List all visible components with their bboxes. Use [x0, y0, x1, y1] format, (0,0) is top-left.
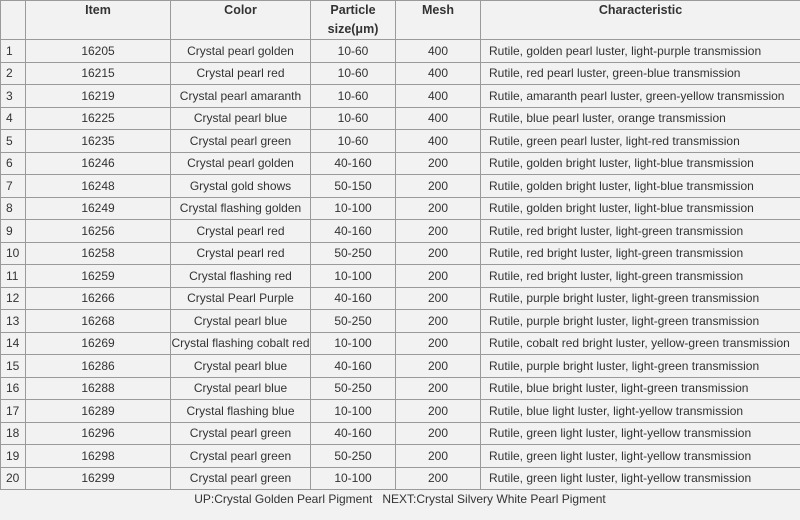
row-number: 15 [1, 355, 26, 378]
item-code: 16256 [26, 220, 171, 243]
item-code: 16266 [26, 287, 171, 310]
characteristic: Rutile, purple bright luster, light-green transmission [481, 287, 800, 310]
item-code: 16205 [26, 40, 171, 63]
color-name: Crystal pearl red [171, 242, 311, 265]
particle-size: 40-160 [311, 287, 396, 310]
item-code: 16249 [26, 197, 171, 220]
header-characteristic: Characteristic [481, 1, 800, 40]
item-code: 16246 [26, 152, 171, 175]
particle-size: 10-60 [311, 62, 396, 85]
table-row [1, 400, 800, 423]
color-name: Crystal pearl blue [171, 355, 311, 378]
particle-size: 10-100 [311, 197, 396, 220]
header-item: Item [26, 1, 171, 40]
color-name: Crystal pearl blue [171, 107, 311, 130]
item-code: 16286 [26, 355, 171, 378]
characteristic: Rutile, golden bright luster, light-blue transmission [481, 197, 800, 220]
header-number [1, 1, 26, 40]
item-code: 16235 [26, 130, 171, 153]
table-row [1, 107, 800, 130]
mesh-value: 200 [396, 287, 481, 310]
characteristic: Rutile, golden bright luster, light-blue transmission [481, 175, 800, 198]
characteristic: Rutile, amaranth pearl luster, green-yellow transmission [481, 85, 800, 108]
table-row [1, 242, 800, 265]
characteristic: Rutile, blue light luster, light-yellow transmission [481, 400, 800, 423]
row-number: 9 [1, 220, 26, 243]
row-number: 2 [1, 62, 26, 85]
item-code: 16289 [26, 400, 171, 423]
color-name: Crystal pearl golden [171, 152, 311, 175]
table-row [1, 220, 800, 243]
particle-size: 10-60 [311, 40, 396, 63]
mesh-value: 400 [396, 107, 481, 130]
row-number: 8 [1, 197, 26, 220]
row-number: 11 [1, 265, 26, 288]
characteristic: Rutile, blue pearl luster, orange transmission [481, 107, 800, 130]
color-name: Crystal flashing blue [171, 400, 311, 423]
particle-size: 40-160 [311, 355, 396, 378]
next-title: Crystal Silvery White Pearl Pigment [416, 492, 606, 506]
table-row [1, 175, 800, 198]
item-code: 16299 [26, 467, 171, 490]
mesh-value: 200 [396, 355, 481, 378]
characteristic: Rutile, red bright luster, light-green transmission [481, 242, 800, 265]
table-header-row [1, 1, 800, 40]
table-row [1, 332, 800, 355]
characteristic: Rutile, green light luster, light-yellow transmission [481, 422, 800, 445]
row-number: 13 [1, 310, 26, 333]
characteristic: Rutile, red bright luster, light-green transmission [481, 265, 800, 288]
particle-size: 50-250 [311, 445, 396, 468]
item-code: 16215 [26, 62, 171, 85]
color-name: Crystal pearl blue [171, 310, 311, 333]
previous-link[interactable] [194, 492, 372, 506]
mesh-value: 200 [396, 400, 481, 423]
color-name: Crystal Pearl Purple [171, 287, 311, 310]
row-number: 6 [1, 152, 26, 175]
row-number: 10 [1, 242, 26, 265]
row-number: 1 [1, 40, 26, 63]
mesh-value: 200 [396, 467, 481, 490]
color-name: Crystal pearl green [171, 422, 311, 445]
table-row [1, 62, 800, 85]
mesh-value: 400 [396, 40, 481, 63]
item-code: 16225 [26, 107, 171, 130]
item-code: 16258 [26, 242, 171, 265]
characteristic: Rutile, green light luster, light-yellow transmission [481, 467, 800, 490]
characteristic: Rutile, green light luster, light-yellow transmission [481, 445, 800, 468]
row-number: 12 [1, 287, 26, 310]
header-particle-size [311, 1, 396, 40]
characteristic: Rutile, cobalt red bright luster, yellow-green transmission [481, 332, 800, 355]
row-number: 5 [1, 130, 26, 153]
item-code: 16248 [26, 175, 171, 198]
table-row [1, 287, 800, 310]
characteristic: Rutile, golden pearl luster, light-purple transmission [481, 40, 800, 63]
table-row [1, 310, 800, 333]
particle-size: 10-100 [311, 467, 396, 490]
row-number: 18 [1, 422, 26, 445]
color-name: Crystal pearl golden [171, 40, 311, 63]
mesh-value: 400 [396, 62, 481, 85]
particle-size: 40-160 [311, 422, 396, 445]
particle-size: 10-100 [311, 400, 396, 423]
next-link[interactable] [382, 492, 605, 506]
characteristic: Rutile, purple bright luster, light-green transmission [481, 355, 800, 378]
item-code: 16219 [26, 85, 171, 108]
previous-label: UP: [194, 492, 215, 506]
color-name: Crystal pearl green [171, 445, 311, 468]
table-row [1, 377, 800, 400]
color-name: Crystal pearl amaranth [171, 85, 311, 108]
mesh-value: 200 [396, 265, 481, 288]
row-number: 20 [1, 467, 26, 490]
color-name: Grystal gold shows [171, 175, 311, 198]
mesh-value: 200 [396, 422, 481, 445]
mesh-value: 200 [396, 152, 481, 175]
table-row [1, 445, 800, 468]
header-particle-line1: Particle [330, 3, 376, 17]
color-name: Crystal pearl blue [171, 377, 311, 400]
item-code: 16259 [26, 265, 171, 288]
item-code: 16269 [26, 332, 171, 355]
color-name: Crystal pearl green [171, 130, 311, 153]
characteristic: Rutile, red pearl luster, green-blue transmission [481, 62, 800, 85]
row-number: 4 [1, 107, 26, 130]
table-row [1, 85, 800, 108]
particle-size: 40-160 [311, 152, 396, 175]
mesh-value: 200 [396, 197, 481, 220]
color-name: Crystal flashing golden [171, 197, 311, 220]
table-row [1, 197, 800, 220]
mesh-value: 200 [396, 175, 481, 198]
row-number: 7 [1, 175, 26, 198]
color-name: Crystal pearl green [171, 467, 311, 490]
header-particle-line2: size(μm) [327, 22, 379, 36]
header-mesh: Mesh [396, 1, 481, 40]
mesh-value: 200 [396, 220, 481, 243]
row-number: 19 [1, 445, 26, 468]
item-code: 16296 [26, 422, 171, 445]
row-number: 17 [1, 400, 26, 423]
particle-size: 10-60 [311, 85, 396, 108]
characteristic: Rutile, red bright luster, light-green transmission [481, 220, 800, 243]
characteristic: Rutile, golden bright luster, light-blue transmission [481, 152, 800, 175]
table-row [1, 355, 800, 378]
row-number: 14 [1, 332, 26, 355]
particle-size: 10-60 [311, 107, 396, 130]
item-code: 16288 [26, 377, 171, 400]
color-name: Crystal flashing red [171, 265, 311, 288]
particle-size: 50-250 [311, 377, 396, 400]
table-row [1, 130, 800, 153]
header-color: Color [171, 1, 311, 40]
table-row [1, 152, 800, 175]
mesh-value: 200 [396, 310, 481, 333]
mesh-value: 400 [396, 130, 481, 153]
color-name: Crystal flashing cobalt red [171, 332, 311, 355]
particle-size: 50-250 [311, 310, 396, 333]
characteristic: Rutile, blue bright luster, light-green transmission [481, 377, 800, 400]
previous-title: Crystal Golden Pearl Pigment [214, 492, 373, 506]
particle-size: 10-100 [311, 265, 396, 288]
pagination-footer [0, 492, 800, 506]
table-row [1, 265, 800, 288]
mesh-value: 400 [396, 85, 481, 108]
mesh-value: 200 [396, 332, 481, 355]
mesh-value: 200 [396, 445, 481, 468]
row-number: 16 [1, 377, 26, 400]
characteristic: Rutile, green pearl luster, light-red transmission [481, 130, 800, 153]
particle-size: 50-250 [311, 242, 396, 265]
color-name: Crystal pearl red [171, 220, 311, 243]
mesh-value: 200 [396, 377, 481, 400]
item-code: 16268 [26, 310, 171, 333]
particle-size: 10-100 [311, 332, 396, 355]
particle-size: 50-150 [311, 175, 396, 198]
table-row [1, 422, 800, 445]
mesh-value: 200 [396, 242, 481, 265]
particle-size: 10-60 [311, 130, 396, 153]
color-name: Crystal pearl red [171, 62, 311, 85]
characteristic: Rutile, purple bright luster, light-green transmission [481, 310, 800, 333]
table-row [1, 467, 800, 490]
item-code: 16298 [26, 445, 171, 468]
table-row [1, 40, 800, 63]
particle-size: 40-160 [311, 220, 396, 243]
row-number: 3 [1, 85, 26, 108]
next-label: NEXT: [382, 492, 417, 506]
